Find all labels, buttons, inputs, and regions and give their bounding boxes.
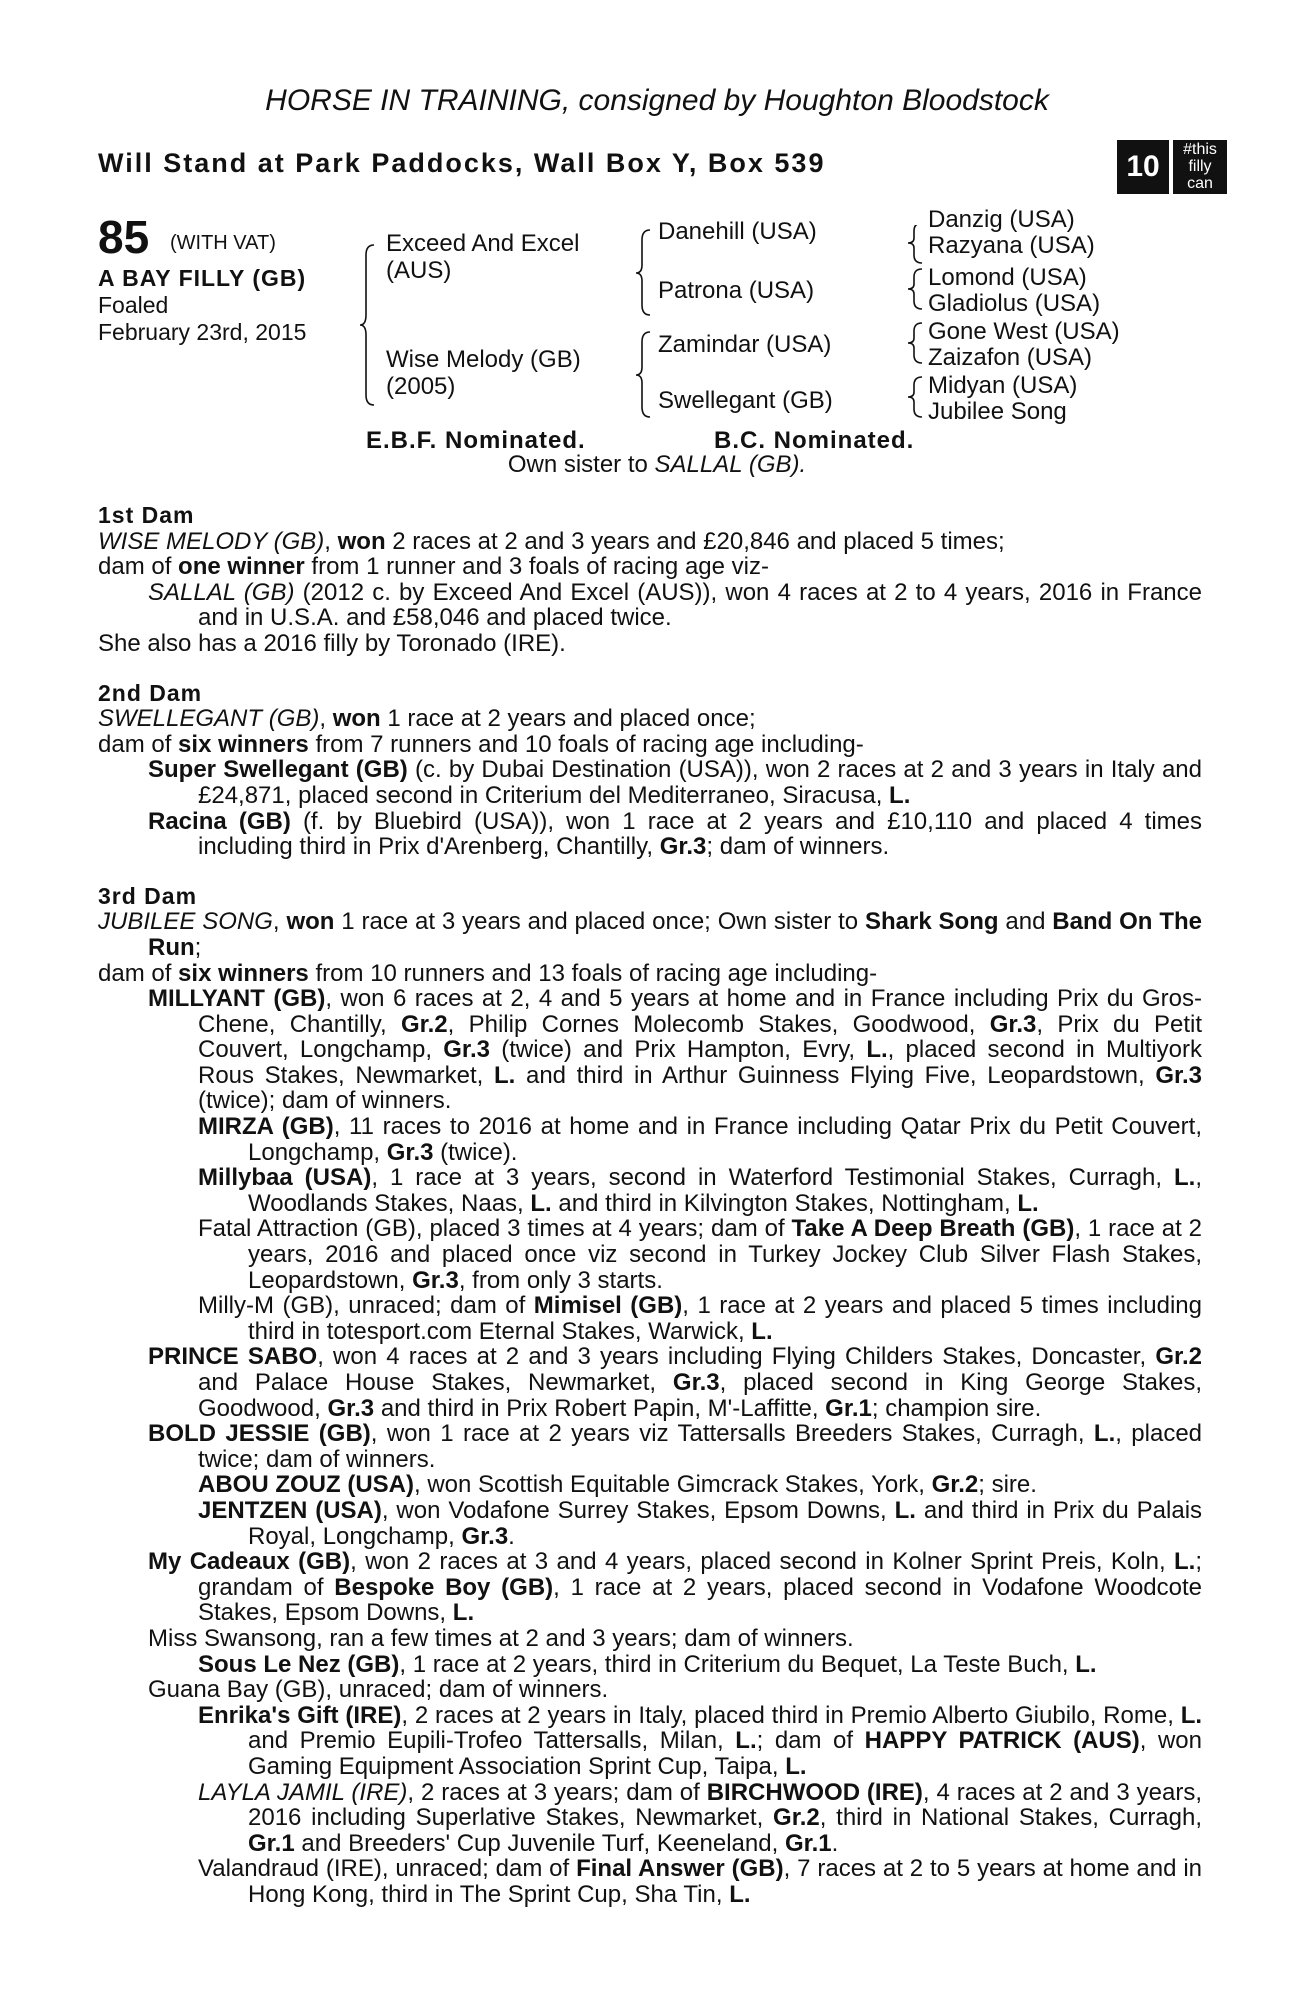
pedigree-brace (908, 269, 922, 309)
text: and Breeders' Cup Juvenile Turf, Keeneland, (301, 1829, 779, 1857)
text: (twice) and Prix Hampton, Evry, (501, 1036, 856, 1064)
pedigree-g3-4: Gladiolus (USA) (928, 290, 1101, 317)
text: dam of (98, 553, 172, 581)
text: , Prix du Petit Couvert, Longchamp, (198, 1010, 1203, 1064)
first-dam-also: She also has a 2016 filly by Toronado (IRE). (98, 629, 566, 657)
text: dam of (98, 730, 172, 758)
text: , Philip Cornes Molecomb Stakes, Goodwood, (447, 1010, 976, 1038)
text: ; dam of winners. (706, 833, 890, 861)
this-filly-can-tag (1173, 140, 1227, 194)
produce-layla-jamil (98, 1780, 1202, 1857)
horse-name: Sous Le Nez (GB) (198, 1650, 400, 1678)
text: (f. by Bluebird (USA)), won 1 race at 2 years and £10,110 and placed 4 times including third in Prix d'Arenberg, Chantilly, (198, 807, 1203, 861)
vat-note: (WITH VAT) (170, 232, 276, 254)
this-filly-can-logo (1117, 140, 1227, 198)
text: , 1 race at 3 years, second in Waterford Testimonial Stakes, Curragh, (371, 1164, 1163, 1192)
second-dam-produce (98, 732, 1202, 758)
grade: L. (735, 1727, 757, 1755)
text: Milly-M (GB), unraced; dam of (198, 1292, 526, 1320)
text: , 1 race at 2 years and placed 5 times including third in totesport.com Eternal Stakes, Warwick, (248, 1292, 1203, 1345)
text: ; dam of (756, 1727, 854, 1755)
horse-name: MIRZA (GB) (198, 1113, 334, 1141)
produce-guana-bay (98, 1677, 1202, 1703)
grade: L. (1017, 1189, 1039, 1217)
produce-abou-zouz (98, 1472, 1202, 1498)
pedigree-g3-5: Gone West (USA) (928, 318, 1120, 345)
catalogue-body (98, 503, 1202, 1907)
grade: L. (452, 1599, 475, 1627)
bold-text: one winner (178, 553, 305, 581)
produce-enrikas-gift (98, 1703, 1202, 1780)
pedigree-brace (636, 230, 650, 315)
horse-name: Mimisel (GB) (533, 1292, 683, 1320)
text: Fatal Attraction (GB), placed 3 times at 4 years; dam of (198, 1215, 785, 1243)
grade: Gr.2 (773, 1804, 820, 1832)
horse-name: BOLD JESSIE (GB) (148, 1420, 371, 1448)
bold-text: six winners (178, 730, 309, 758)
text: (2012 c. by Exceed And Excel (AUS)), won 4 races at 2 to 4 years, 2016 in France and in U.S.A. and £58,046 and placed twice. (198, 578, 1202, 632)
horse-name: SALLAL (GB) (148, 578, 295, 606)
produce-super-swellegant (98, 757, 1202, 808)
pedigree-brace (908, 225, 922, 263)
horse-name: Enrika's Gift (IRE) (198, 1701, 402, 1729)
second-dam-heading: 2nd Dam (98, 679, 203, 706)
text: and (1005, 908, 1046, 936)
grade: Gr.2 (400, 1010, 448, 1038)
third-dam-heading: 3rd Dam (98, 882, 198, 909)
text: 2 races at 2 and 3 years and £20,846 and placed 5 times; (392, 527, 1005, 555)
tag-line: filly (1188, 158, 1212, 175)
text: and Premio Eupili-Trofeo Tattersalls, Milan, (248, 1727, 724, 1755)
text: Miss Swansong, ran a few times at 2 and 3 years; dam of winners. (148, 1624, 854, 1652)
text: 1 race at 2 years and placed once; (387, 705, 756, 733)
produce-sous-le-nez (98, 1652, 1202, 1678)
grade: Gr.3 (386, 1138, 434, 1166)
grade: L. (751, 1317, 773, 1345)
text: from 1 runner and 3 foals of racing age viz- (311, 553, 769, 581)
text: Valandraud (IRE), unraced; dam of (198, 1855, 570, 1883)
own-sister-note (0, 451, 1314, 479)
page-header: HORSE IN TRAINING, consigned by Houghton Bloodstock (265, 84, 1049, 117)
stand-location: Will Stand at Park Paddocks, Wall Box Y, Box 539 (98, 148, 826, 178)
text: Guana Bay (GB), unraced; dam of winners. (148, 1676, 609, 1704)
pedigree-g3-6: Zaizafon (USA) (928, 344, 1093, 371)
pedigree-brace (908, 323, 922, 363)
grade: Gr.2 (931, 1471, 979, 1499)
first-dam-produce (98, 554, 1202, 580)
pedigree-sire-sire: Danehill (USA) (658, 218, 817, 245)
sister-label: Own sister to (507, 451, 648, 478)
horse-name: BIRCHWOOD (IRE) (706, 1778, 923, 1806)
produce-sallal (98, 580, 1202, 631)
sire-name: Exceed And Excel (386, 230, 580, 257)
text: and third in Kilvington Stakes, Nottingham, (558, 1189, 1011, 1217)
third-dam-line: JUBILEE SONG, won 1 race at 3 years and placed once; Own sister to Shark Song and Band On The Run; (98, 908, 1202, 961)
text: (twice); dam of winners. (198, 1087, 452, 1115)
dam-name: JUBILEE SONG (98, 908, 273, 936)
grade: L. (866, 1036, 888, 1064)
won: won (337, 527, 386, 555)
pedigree-dam-sire: Zamindar (USA) (658, 331, 832, 358)
grade: Gr.3 (672, 1369, 720, 1396)
pedigree-dam-dam: Swellegant (GB) (658, 387, 833, 414)
horse-name: HAPPY PATRICK (AUS) (864, 1727, 1140, 1755)
produce-fatal-attraction (98, 1216, 1202, 1293)
produce-miss-swansong (98, 1626, 1202, 1652)
horse-description: A BAY FILLY (GB) (98, 265, 307, 291)
text: , 1 race at 2 years, 2016 and placed once viz second in Turkey Jockey Club Silver Flash Stakes, Leopardstown, (248, 1215, 1202, 1294)
dam-name: Wise Melody (GB) (386, 346, 581, 373)
text: . (831, 1829, 839, 1857)
grade: Gr.3 (443, 1036, 490, 1064)
won: won (332, 705, 381, 733)
produce-millyant (98, 986, 1202, 1114)
grade: L. (1075, 1650, 1097, 1678)
text: , 2 races at 2 years in Italy, placed third in Premio Alberto Giubilo, Rome, (401, 1701, 1174, 1729)
produce-bold-jessie (98, 1421, 1202, 1472)
text: , won Vodafone Surrey Stakes, Epsom Downs, (381, 1496, 887, 1524)
dam-year: (2005) (386, 373, 456, 400)
horse-name: PRINCE SABO (148, 1343, 318, 1371)
ebf-nominated: E.B.F. Nominated. (366, 427, 586, 454)
sire-origin: (AUS) (386, 257, 452, 284)
text: , won Scottish Equitable Gimcrack Stakes, York, (413, 1471, 925, 1499)
produce-mirza (98, 1114, 1202, 1165)
dam-name: SWELLEGANT (GB) (98, 705, 320, 733)
sister-name: SALLAL (GB). (654, 451, 807, 478)
produce-milly-m (98, 1293, 1202, 1344)
text: from 10 runners and 13 foals of racing age including- (315, 959, 878, 987)
horse-name: Bespoke Boy (GB) (334, 1573, 554, 1601)
grade: L. (785, 1752, 807, 1780)
horse-name: ABOU ZOUZ (USA) (198, 1471, 414, 1499)
plus-ten-logo: 10 (1117, 140, 1169, 194)
produce-racina (98, 809, 1202, 860)
horse-name: Shark Song (864, 908, 999, 936)
pedigree-dam (386, 346, 581, 400)
text: ; champion sire. (871, 1394, 1042, 1422)
horse-name: JENTZEN (USA) (198, 1496, 382, 1524)
pedigree-brace (360, 245, 374, 405)
pedigree-g3-1: Danzig (USA) (928, 206, 1075, 233)
text: , 7 races at 2 to 5 years at home and in Hong Kong, third in The Sprint Cup, Sha Tin, (248, 1855, 1202, 1908)
first-dam-line: WISE MELODY (GB), won 2 races at 2 and 3 years and £20,846 and placed 5 times; (98, 527, 1005, 555)
grade: Gr.2 (1155, 1343, 1203, 1371)
horse-name: Racina (GB) (148, 807, 291, 835)
grade: L. (1093, 1420, 1116, 1448)
pedigree-sire (386, 230, 579, 284)
grade: L. (894, 1496, 916, 1524)
text: and third in Arthur Guinness Flying Five, Leopardstown, (525, 1061, 1145, 1089)
grade: L. (729, 1880, 751, 1908)
grade: Gr.3 (989, 1010, 1037, 1038)
produce-millybaa (98, 1165, 1202, 1216)
produce-prince-sabo (98, 1344, 1202, 1421)
text: , won 6 races at 2, 4 and 5 years at home and in France including Prix du Gros-Chene, Chantilly, (198, 985, 1202, 1038)
produce-jentzen (98, 1498, 1202, 1549)
grade: Gr.3 (1155, 1061, 1203, 1089)
grade: L. (889, 781, 911, 809)
horse-name: MILLYANT (GB) (148, 985, 326, 1013)
pedigree-g3-2: Razyana (USA) (928, 232, 1095, 259)
horse-name: My Cadeaux (GB) (148, 1548, 351, 1576)
dam-name: WISE MELODY (GB) (98, 527, 325, 555)
text: , 4 races at 2 and 3 years, 2016 including Superlative Stakes, Newmarket, (248, 1778, 1202, 1832)
pedigree-brace (908, 377, 922, 417)
text: , placed second in Multiyork Rous Stakes, Newmarket, (198, 1036, 1203, 1089)
text: ; sire. (978, 1471, 1037, 1499)
second-dam-line: SWELLEGANT (GB), won 1 race at 2 years and placed once; (98, 705, 756, 733)
pedigree-brace (636, 332, 650, 417)
text: , placed twice; dam of winners. (198, 1420, 1203, 1473)
pedigree-g3-8: Jubilee Song (928, 398, 1067, 425)
text: , 2 races at 3 years; dam of (407, 1778, 700, 1806)
text: , won 2 races at 3 and 4 years, placed second in Kolner Sprint Preis, Koln, (350, 1548, 1166, 1576)
pedigree-g3-3: Lomond (USA) (928, 264, 1087, 291)
text: , 1 race at 2 years, third in Criterium du Bequet, La Teste Buch, (399, 1650, 1069, 1678)
text: and third in Prix du Palais Royal, Longchamp, (248, 1496, 1203, 1550)
grade: L. (1174, 1164, 1196, 1192)
grade: Gr.1 (248, 1829, 295, 1857)
horse-name: Millybaa (USA) (198, 1164, 372, 1192)
won: won (286, 908, 335, 936)
grade: L. (494, 1061, 516, 1089)
grade: L. (1180, 1701, 1203, 1729)
foaled-date: February 23rd, 2015 (98, 319, 307, 345)
grade: Gr.3 (327, 1394, 375, 1422)
tag-line: #this (1183, 141, 1217, 158)
produce-valandraud (98, 1856, 1202, 1907)
lot-number: 85 (98, 211, 150, 263)
horse-name: Super Swellegant (GB) (148, 756, 408, 784)
text: and third in Prix Robert Papin, M'-Laffitte, (380, 1394, 819, 1422)
text: , placed second in King George Stakes, Goodwood, (198, 1369, 1203, 1422)
first-dam-heading: 1st Dam (98, 502, 195, 528)
horse-name: Take A Deep Breath (GB) (791, 1215, 1075, 1243)
text: , won 4 races at 2 and 3 years including Flying Childers Stakes, Doncaster, (317, 1343, 1147, 1371)
text: ; (194, 933, 202, 961)
horse-name: Band On The Run (148, 908, 1202, 961)
grade: Gr.3 (461, 1522, 509, 1550)
third-dam-produce (98, 961, 1202, 987)
text: , third in National Stakes, Curragh, (819, 1804, 1203, 1832)
horse-name: Final Answer (GB) (576, 1855, 784, 1883)
produce-my-cadeaux (98, 1549, 1202, 1626)
text: , from only 3 starts. (458, 1266, 663, 1294)
text: , 11 races to 2016 at home and in France including Qatar Prix du Petit Couvert, Longchamp, (248, 1113, 1202, 1166)
text: , Woodlands Stakes, Naas, (248, 1164, 1202, 1217)
grade: Gr.3 (412, 1266, 459, 1294)
text: , won 1 race at 2 years viz Tattersalls Breeders Stakes, Curragh, (370, 1420, 1085, 1448)
text: , won Gaming Equipment Association Sprint Cup, Taipa, (248, 1727, 1202, 1780)
text: and Palace House Stakes, Newmarket, (198, 1369, 657, 1396)
tag-line: can (1187, 175, 1213, 192)
grade: Gr.1 (825, 1394, 872, 1422)
grade: L. (530, 1189, 552, 1217)
text: ; grandam of (198, 1548, 1203, 1601)
foaled-label: Foaled (98, 292, 169, 318)
grade: Gr.3 (659, 833, 707, 861)
text: , 1 race at 2 years, placed second in Vodafone Woodcote Stakes, Epsom Downs, (198, 1573, 1203, 1627)
text: dam of (98, 959, 172, 987)
grade: Gr.1 (784, 1829, 832, 1857)
grade: L. (1174, 1548, 1196, 1576)
pedigree-sire-dam: Patrona (USA) (658, 277, 815, 304)
text: from 7 runners and 10 foals of racing age including- (315, 730, 864, 758)
text: 1 race at 3 years and placed once; Own sister to (341, 908, 859, 936)
text: . (508, 1522, 515, 1550)
bc-nominated: B.C. Nominated. (714, 427, 915, 454)
pedigree-g3-7: Midyan (USA) (928, 372, 1078, 399)
text: (c. by Dubai Destination (USA)), won 2 races at 2 and 3 years in Italy and £24,871, placed second in Criterium del Mediterraneo, Siracusa, (198, 756, 1203, 809)
bold-text: six winners (178, 959, 309, 987)
horse-name: LAYLA JAMIL (IRE) (198, 1778, 408, 1806)
text: (twice). (440, 1138, 518, 1166)
